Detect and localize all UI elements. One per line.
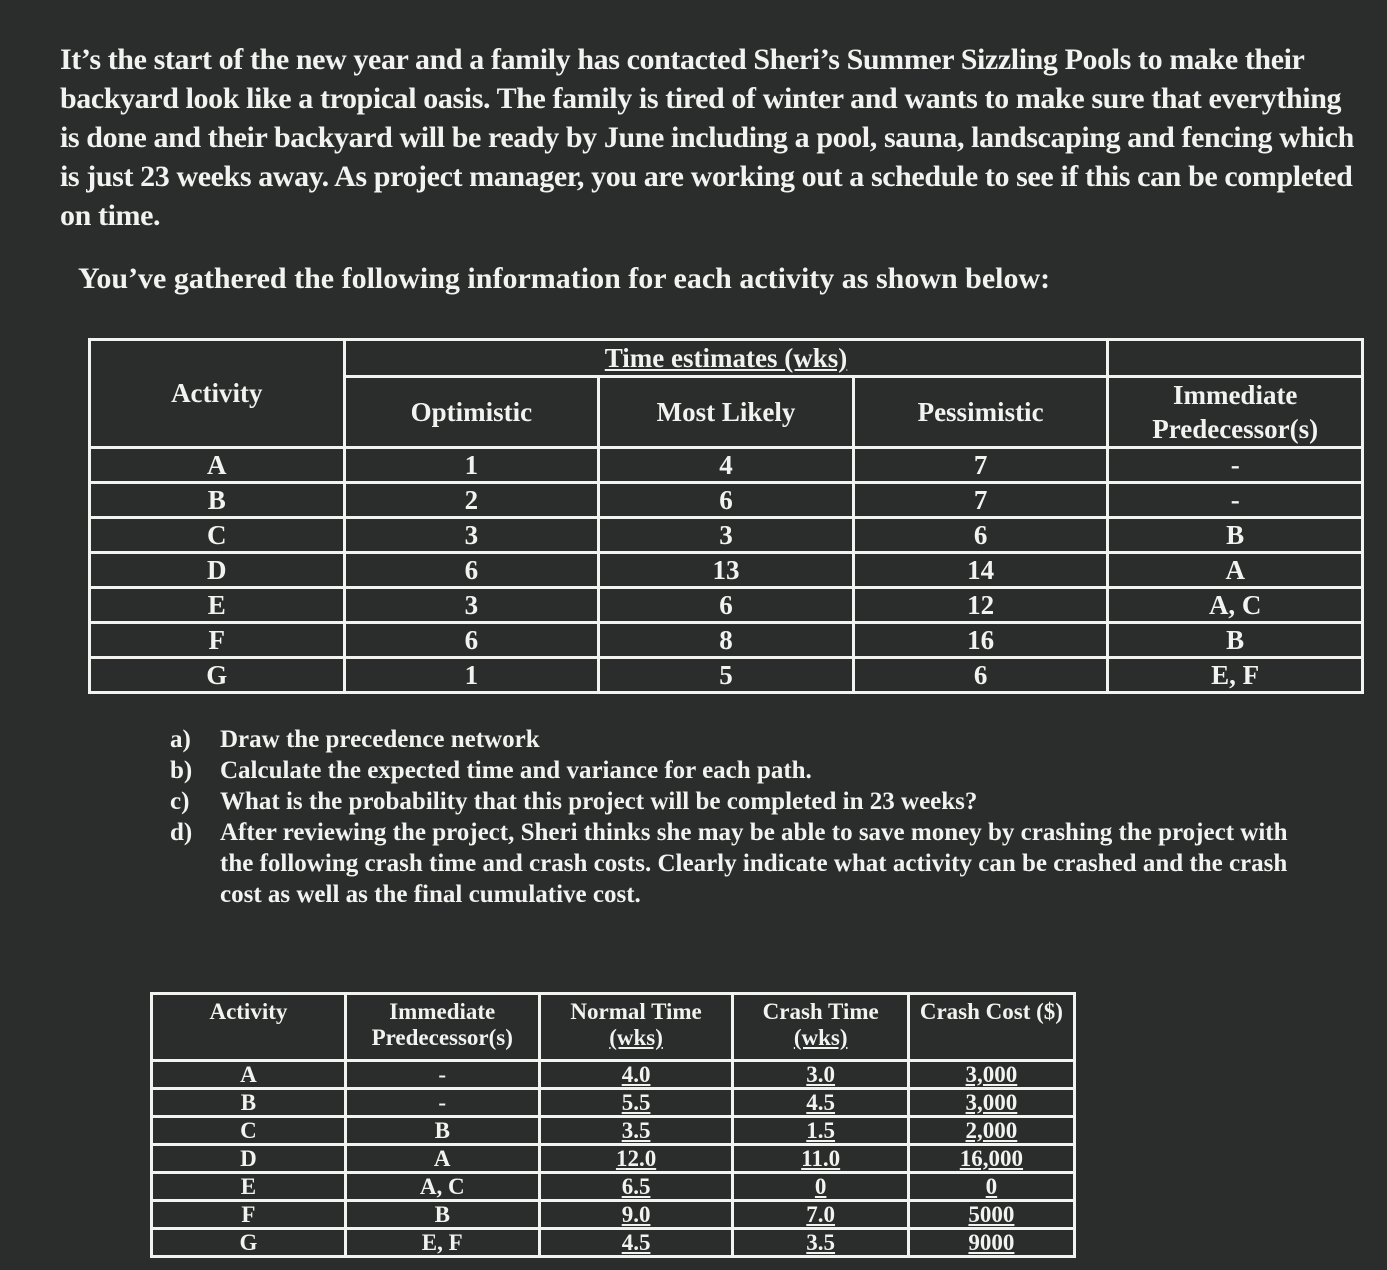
most-likely-cell: 3 xyxy=(599,518,854,553)
table-row xyxy=(90,658,1363,693)
header-pessimistic: Pessimistic xyxy=(853,377,1108,448)
predecessor-cell: B xyxy=(1108,518,1363,553)
predecessor-cell: B xyxy=(1108,623,1363,658)
crash-time-cell: 11.0 xyxy=(733,1145,908,1173)
question-text: Calculate the expected time and variance for each path. xyxy=(220,757,812,784)
most-likely-cell: 4 xyxy=(599,448,854,483)
table-row xyxy=(152,1173,1075,1201)
header-normal-time xyxy=(539,994,733,1061)
question-label: b) xyxy=(170,757,193,784)
pessimistic-cell: 6 xyxy=(853,518,1108,553)
crash-time-cell: 3.0 xyxy=(733,1061,908,1089)
predecessor-cell: E, F xyxy=(1108,658,1363,693)
question-text: What is the probability that this project will be completed in 23 weeks? xyxy=(220,788,978,815)
header-blank xyxy=(1108,340,1363,377)
most-likely-cell: 8 xyxy=(599,623,854,658)
activity-cell: D xyxy=(90,553,345,588)
header-predecessors: Immediate Predecessor(s) xyxy=(345,994,539,1061)
question-list xyxy=(170,724,1300,910)
normal-time-cell: 4.5 xyxy=(539,1229,733,1257)
question-label: a) xyxy=(170,726,191,753)
pessimistic-cell: 7 xyxy=(853,448,1108,483)
normal-time-cell: 6.5 xyxy=(539,1173,733,1201)
table-row xyxy=(152,1061,1075,1089)
most-likely-cell: 5 xyxy=(599,658,854,693)
question-d xyxy=(170,817,1300,910)
crash-cost-cell: 5000 xyxy=(908,1201,1074,1229)
crash-cost-cell: 16,000 xyxy=(908,1145,1074,1173)
table-row xyxy=(90,553,1363,588)
crash-cost-cell: 3,000 xyxy=(908,1061,1074,1089)
crash-time-unit: (wks) xyxy=(793,1025,848,1050)
normal-time-cell: 3.5 xyxy=(539,1117,733,1145)
activity-cell: D xyxy=(152,1145,346,1173)
normal-time-cell: 12.0 xyxy=(539,1145,733,1173)
activity-cell: F xyxy=(152,1201,346,1229)
predecessor-cell: A, C xyxy=(1108,588,1363,623)
pessimistic-cell: 12 xyxy=(853,588,1108,623)
question-text: After reviewing the project, Sheri thinks she may be able to save money by crashing the project with the following crash time and crash costs. Clearly indicate what activity can be crashed and the crash cost as well as the final cumulative cost. xyxy=(220,819,1288,908)
activity-cell: G xyxy=(152,1229,346,1257)
normal-time-label: Normal Time xyxy=(570,999,702,1024)
header-crash-cost: Crash Cost ($) xyxy=(908,994,1074,1061)
activity-cell: E xyxy=(152,1173,346,1201)
question-c xyxy=(170,786,1300,817)
header-crash-time xyxy=(733,994,908,1061)
table-row xyxy=(90,588,1363,623)
crash-time-cell: 4.5 xyxy=(733,1089,908,1117)
crash-cost-cell: 0 xyxy=(908,1173,1074,1201)
question-text: Draw the precedence network xyxy=(220,726,540,753)
pessimistic-cell: 14 xyxy=(853,553,1108,588)
optimistic-cell: 2 xyxy=(344,483,599,518)
activity-cell: B xyxy=(152,1089,346,1117)
header-optimistic: Optimistic xyxy=(344,377,599,448)
pessimistic-cell: 6 xyxy=(853,658,1108,693)
predecessor-cell: E, F xyxy=(345,1229,539,1257)
predecessor-cell: - xyxy=(1108,448,1363,483)
activity-cell: E xyxy=(90,588,345,623)
table-row xyxy=(152,1145,1075,1173)
predecessor-cell: - xyxy=(345,1061,539,1089)
optimistic-cell: 3 xyxy=(344,588,599,623)
optimistic-cell: 6 xyxy=(344,623,599,658)
lead-sentence: You’ve gathered the following information for each activity as shown below: xyxy=(78,262,1051,295)
normal-time-cell: 9.0 xyxy=(539,1201,733,1229)
pessimistic-cell: 16 xyxy=(853,623,1108,658)
optimistic-cell: 1 xyxy=(344,658,599,693)
predecessor-cell: A xyxy=(345,1145,539,1173)
crash-cost-table xyxy=(150,992,1076,1258)
normal-time-cell: 4.0 xyxy=(539,1061,733,1089)
predecessor-cell: - xyxy=(345,1089,539,1117)
optimistic-cell: 3 xyxy=(344,518,599,553)
header-activity: Activity xyxy=(152,994,346,1061)
activity-cell: F xyxy=(90,623,345,658)
header-activity: Activity xyxy=(90,340,345,448)
crash-time-cell: 0 xyxy=(733,1173,908,1201)
most-likely-cell: 6 xyxy=(599,483,854,518)
header-time-estimates: Time estimates (wks) xyxy=(344,340,1108,377)
predecessor-cell: B xyxy=(345,1117,539,1145)
activity-cell: A xyxy=(152,1061,346,1089)
predecessor-cell: B xyxy=(345,1201,539,1229)
table-row xyxy=(90,483,1363,518)
table-row xyxy=(152,1089,1075,1117)
intro-paragraph: It’s the start of the new year and a family has contacted Sheri’s Summer Sizzling Pools to make their backyard look like a tropical oasis. The family is tired of winter and wants to make sure that everything is done and their backyard will be ready by June including a pool, sauna, landscaping and fencing which is just 23 weeks away. As project manager, you are working out a schedule to see if this can be completed on time. xyxy=(60,43,1354,232)
crash-time-label: Crash Time xyxy=(762,999,879,1024)
crash-cost-cell: 2,000 xyxy=(908,1117,1074,1145)
activity-cell: C xyxy=(152,1117,346,1145)
activity-cell: A xyxy=(90,448,345,483)
predecessor-cell: A xyxy=(1108,553,1363,588)
pessimistic-cell: 7 xyxy=(853,483,1108,518)
header-most-likely: Most Likely xyxy=(599,377,854,448)
table-row xyxy=(90,623,1363,658)
time-estimates-table xyxy=(88,338,1364,694)
table-row xyxy=(152,1201,1075,1229)
table-row xyxy=(90,448,1363,483)
table-row xyxy=(152,1117,1075,1145)
activity-cell: C xyxy=(90,518,345,553)
most-likely-cell: 13 xyxy=(599,553,854,588)
crash-cost-cell: 9000 xyxy=(908,1229,1074,1257)
question-b xyxy=(170,755,1300,786)
header-predecessors: Immediate Predecessor(s) xyxy=(1108,377,1363,448)
question-label: c) xyxy=(170,788,190,815)
crash-time-cell: 1.5 xyxy=(733,1117,908,1145)
table-row xyxy=(152,1229,1075,1257)
crash-cost-cell: 3,000 xyxy=(908,1089,1074,1117)
predecessor-cell: A, C xyxy=(345,1173,539,1201)
crash-time-cell: 3.5 xyxy=(733,1229,908,1257)
normal-time-cell: 5.5 xyxy=(539,1089,733,1117)
normal-time-unit: (wks) xyxy=(609,1025,663,1050)
most-likely-cell: 6 xyxy=(599,588,854,623)
predecessor-cell: - xyxy=(1108,483,1363,518)
question-label: d) xyxy=(170,819,193,846)
optimistic-cell: 1 xyxy=(344,448,599,483)
table-row xyxy=(90,518,1363,553)
question-a xyxy=(170,724,1300,755)
activity-cell: B xyxy=(90,483,345,518)
crash-time-cell: 7.0 xyxy=(733,1201,908,1229)
activity-cell: G xyxy=(90,658,345,693)
optimistic-cell: 6 xyxy=(344,553,599,588)
